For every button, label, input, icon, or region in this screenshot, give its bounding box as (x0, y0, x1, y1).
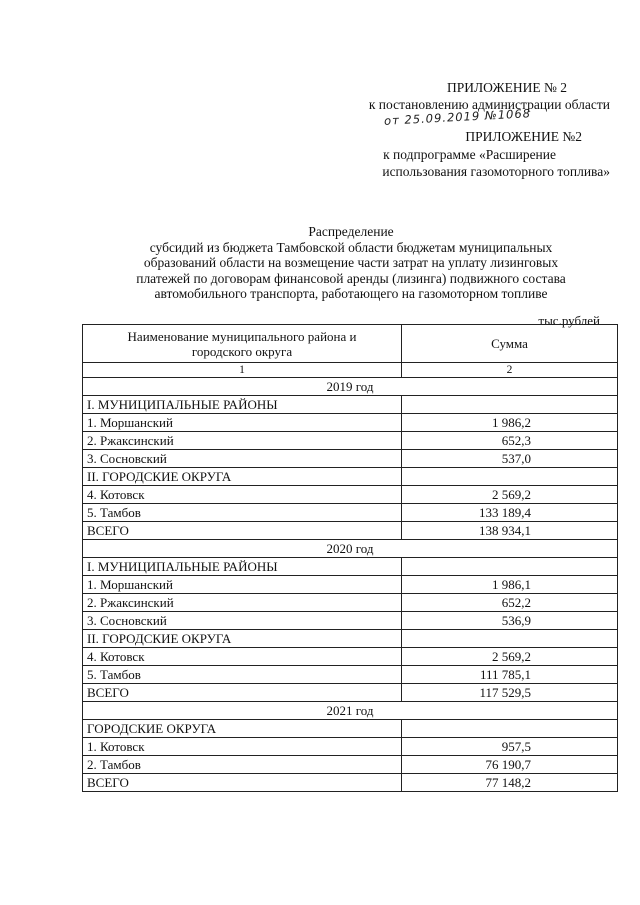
title-line: образований области на возмещение части затрат на уплату лизинговых (143, 255, 559, 270)
total-amount: 138 934,1 (402, 522, 618, 540)
total-amount: 77 148,2 (402, 774, 618, 792)
total-label: ВСЕГО (83, 684, 402, 702)
column-number: 2 (402, 363, 618, 378)
year-label: 2019 год (83, 378, 618, 396)
section-row (83, 396, 618, 414)
column-header-name: Наименование муниципального района и городского округа (83, 325, 402, 363)
table-row (83, 756, 618, 774)
section-row (83, 558, 618, 576)
section-row (83, 630, 618, 648)
amount: 1 986,2 (402, 414, 618, 432)
amount: 1 986,1 (402, 576, 618, 594)
city-name: 4. Котовск (83, 648, 402, 666)
column-header-sum: Сумма (402, 325, 618, 363)
title-line: платежей по договорам финансовой аренды (лизинга) подвижного состава (136, 270, 566, 286)
table-row (83, 450, 618, 468)
total-row (83, 522, 618, 540)
units-label: тыс.рублей (538, 313, 600, 328)
table-row (83, 612, 618, 630)
resolution-reference: к постановлению администрации области (368, 97, 610, 112)
title-line: Распределение (308, 224, 394, 239)
title-line: субсидий из бюджета Тамбовской области бюджетам муниципальных (149, 239, 553, 255)
district-name: 2. Ржаксинский (83, 594, 402, 612)
year-row (83, 378, 618, 396)
empty-cell (402, 630, 618, 648)
empty-cell (402, 720, 618, 738)
amount: 537,0 (402, 450, 618, 468)
title-line: автомобильного транспорта, работающего на газомоторном топливе (154, 286, 548, 301)
city-name: 5. Тамбов (83, 666, 402, 684)
city-name: 2. Тамбов (83, 756, 402, 774)
amount: 2 569,2 (402, 486, 618, 504)
handwritten-date-number: от 25.09.2019 №1068 (383, 106, 532, 128)
column-number-row (83, 363, 618, 378)
table-row (83, 666, 618, 684)
section-label: II. ГОРОДСКИЕ ОКРУГА (83, 630, 402, 648)
year-label: 2020 год (83, 540, 618, 558)
section-row (83, 468, 618, 486)
section-row (83, 720, 618, 738)
district-name: 1. Моршанский (83, 576, 402, 594)
amount: 957,5 (402, 738, 618, 756)
total-label: ВСЕГО (83, 522, 402, 540)
amount: 111 785,1 (402, 666, 618, 684)
amount: 536,9 (402, 612, 618, 630)
year-row (83, 540, 618, 558)
year-row (83, 702, 618, 720)
section-label: ГОРОДСКИЕ ОКРУГА (83, 720, 402, 738)
document-title (82, 224, 620, 302)
amount: 652,2 (402, 594, 618, 612)
amount: 2 569,2 (402, 648, 618, 666)
district-name: 2. Ржаксинский (83, 432, 402, 450)
amount: 133 189,4 (402, 504, 618, 522)
table-header-row (83, 325, 618, 363)
section-label: II. ГОРОДСКИЕ ОКРУГА (83, 468, 402, 486)
city-name: 5. Тамбов (83, 504, 402, 522)
table-row (83, 414, 618, 432)
empty-cell (402, 558, 618, 576)
appendix-heading: ПРИЛОЖЕНИЕ № 2 (446, 80, 567, 95)
city-name: 4. Котовск (83, 486, 402, 504)
column-number: 1 (83, 363, 402, 378)
district-name: 1. Моршанский (83, 414, 402, 432)
table-row (83, 648, 618, 666)
empty-cell (402, 468, 618, 486)
table-row (83, 594, 618, 612)
total-row (83, 684, 618, 702)
amount: 76 190,7 (402, 756, 618, 774)
distribution-table (82, 324, 618, 792)
district-name: 3. Сосновский (83, 450, 402, 468)
district-name: 3. Сосновский (83, 612, 402, 630)
subprogram-reference-line1: к подпрограмме «Расширение (383, 147, 556, 162)
city-name: 1. Котовск (83, 738, 402, 756)
year-label: 2021 год (83, 702, 618, 720)
empty-cell (402, 396, 618, 414)
table-row (83, 504, 618, 522)
total-row (83, 774, 618, 792)
table-row (83, 738, 618, 756)
total-label: ВСЕГО (83, 774, 402, 792)
total-amount: 117 529,5 (402, 684, 618, 702)
amount: 652,3 (402, 432, 618, 450)
subprogram-appendix-heading: ПРИЛОЖЕНИЕ №2 (465, 129, 582, 144)
section-label: I. МУНИЦИПАЛЬНЫЕ РАЙОНЫ (83, 396, 402, 414)
subprogram-reference-line2: использования газомоторного топлива» (382, 164, 610, 179)
table-row (83, 432, 618, 450)
section-label: I. МУНИЦИПАЛЬНЫЕ РАЙОНЫ (83, 558, 402, 576)
table-row (83, 576, 618, 594)
table-row (83, 486, 618, 504)
